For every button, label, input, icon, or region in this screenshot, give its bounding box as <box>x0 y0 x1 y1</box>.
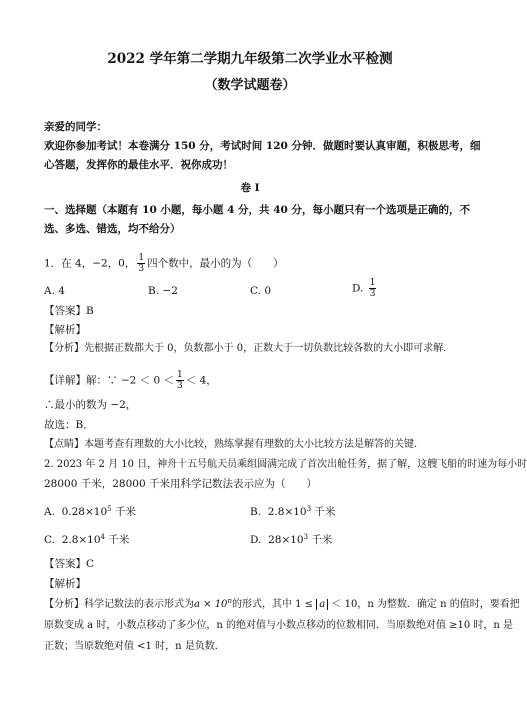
q1-detail: 【详解】解：∵ −2 ＜ 0 ＜ $\frac{1}{3}$ ＜ 4， <box>44 370 217 391</box>
greeting: 亲爱的同学： <box>44 121 107 133</box>
q2-option-d: D. $28\times 10^3$ 千米 <box>250 533 333 546</box>
q1-answer: 【答案】B <box>44 305 94 317</box>
exam-title: 2022 学年第二学期九年级第二次学业水平检测 <box>107 51 393 67</box>
q1-comment: 【点睛】本题考查有理数的大小比较，熟练掌握有理数的大小比较方法是解答的关键． <box>44 439 424 450</box>
q1-neg2: −2 <box>92 257 108 270</box>
q1-option-a: A. 4 <box>44 285 65 297</box>
q2-analysis-1: 【分析】科学记数法的表示形式为$a \times 10^n$的形式，其中 1 ≤ a ＜ 10，n 为整数．确定 n 的值时，要看把 <box>44 597 520 610</box>
q1-option-b: B. −2 <box>148 285 178 297</box>
question-2-stem-1: 2. 2023 年 2 月 10 日，神舟十五号航天员乘组圆满完成了首次出舱任务，据了解，这艘飞船的时速为每小时 <box>44 459 527 470</box>
q1-mid: ，0， <box>107 257 136 270</box>
q1-option-d: D. $\frac{1}{3}$ <box>352 278 376 299</box>
section-title: 卷 Ⅰ <box>240 182 260 194</box>
q2-option-b: B. $2.8\times 10^3$ 千米 <box>250 505 336 518</box>
q2-answer: 【答案】C <box>44 558 95 570</box>
part1-instructions-2: 选、多选、错选，均不给分） <box>44 223 181 235</box>
intro-line-1: 欢迎你参加考试！本卷满分 150 分，考试时间 120 分钟．做题时要认真审题，积极思考，细 <box>44 140 481 152</box>
q1-option-c: C. 0 <box>250 285 272 297</box>
question-2-stem-2: 28000 千米，28000 千米用科学记数法表示应为（ ） <box>44 478 317 490</box>
exam-subtitle: （数学试题卷） <box>204 78 296 93</box>
intro-line-2: 心答题，发挥你的最佳水平．祝你成功！ <box>44 159 233 171</box>
q1-frac-num: 1 <box>138 253 145 263</box>
part1-instructions-1: 一、选择题（本题有 10 小题，每小题 4 分，共 40 分，每小题只有一个选项是正确的，不 <box>44 204 470 216</box>
q2-option-a: A. $0.28\times 10^5$ 千米 <box>44 505 136 518</box>
q2-option-c: C. $2.8\times 10^4$ 千米 <box>44 533 130 546</box>
q2-analysis-3: 正数；当原数绝对值 <1 时，n 是负数． <box>44 641 225 652</box>
q2-analysis-head: 【解析】 <box>44 578 86 590</box>
question-1-stem <box>44 253 284 274</box>
q1-conclusion: ∴最小的数为 −2， <box>44 399 137 411</box>
q2-analysis-2: 原数变成 a 时，小数点移动了多少位，n 的绝对值与小数点移动的位数相同．当原数绝对值 ≥10 时，n 是 <box>44 620 514 631</box>
q1-choice: 故选：B． <box>44 419 94 431</box>
q1-suffix: 四个数中，最小的为（ ） <box>147 257 284 270</box>
q1-analysis-head: 【解析】 <box>44 324 86 336</box>
q1-prefix: 1．在 4， <box>44 257 93 270</box>
q1-fraction <box>137 253 145 274</box>
q1-frac-den: 3 <box>138 264 145 274</box>
q1-analysis: 【分析】先根据正数都大于 0，负数都小于 0，正数大于一切负数比较各数的大小即可求解． <box>44 343 454 354</box>
